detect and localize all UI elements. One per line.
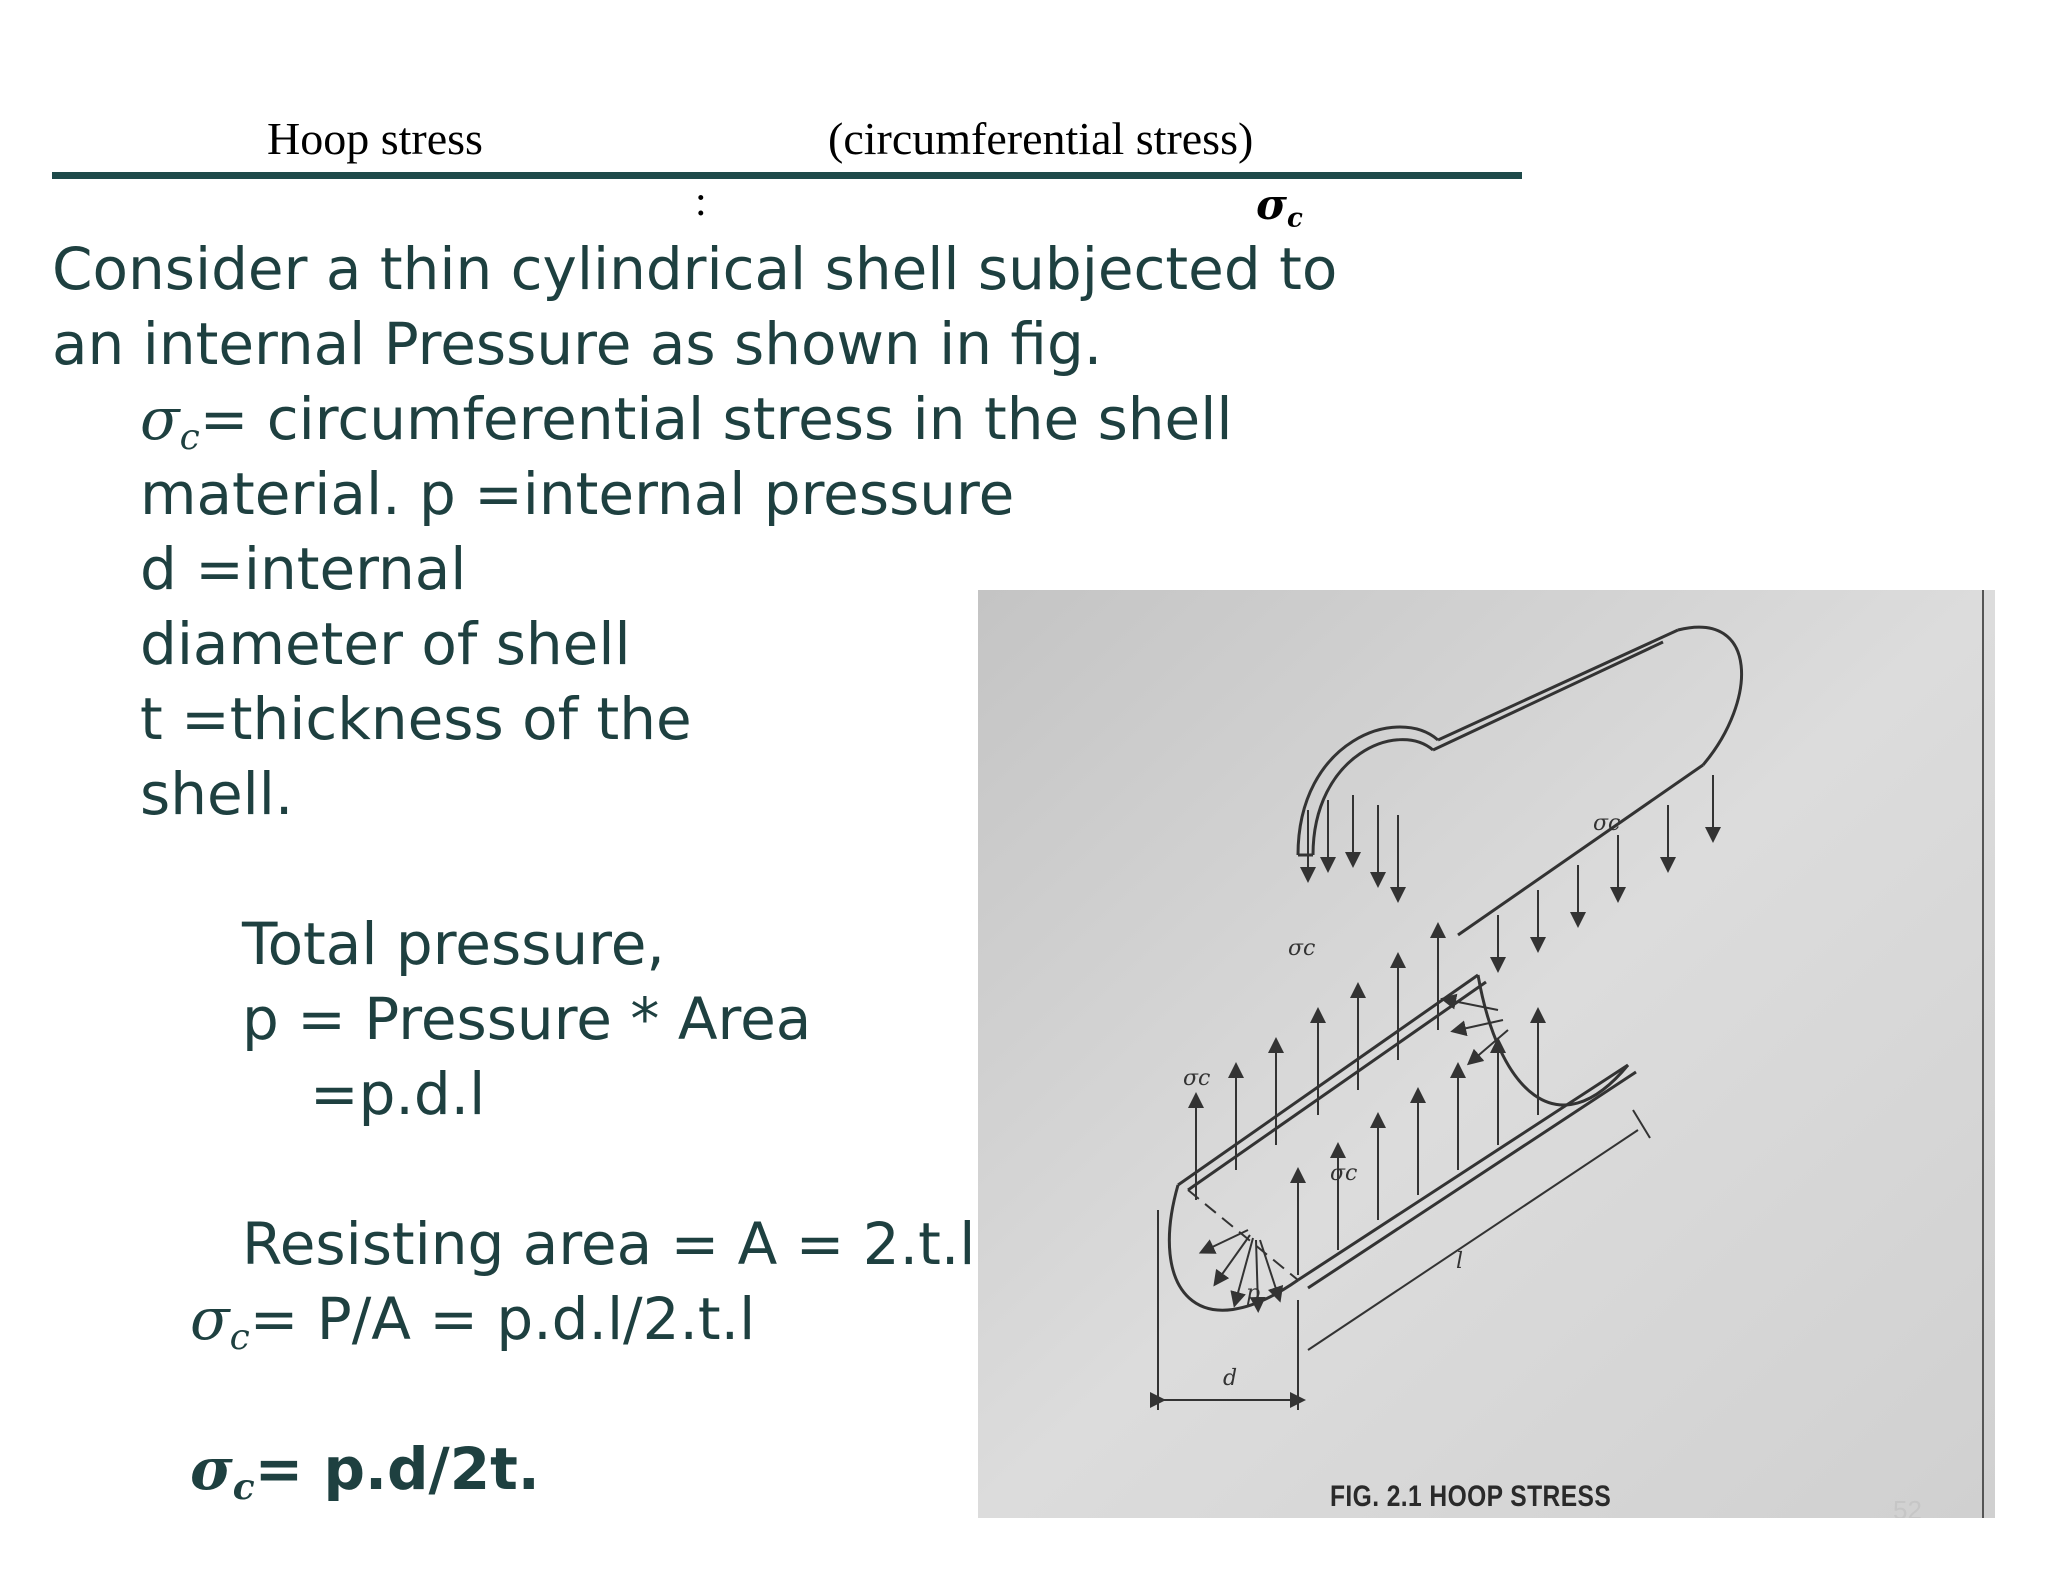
intro-line-1: Consider a thin cylindrical shell subjected to <box>52 235 1338 303</box>
final-glyph: σ <box>190 1435 233 1503</box>
label-sigma-c-top: σc <box>1593 811 1621 836</box>
sigma-sub: c <box>179 417 200 459</box>
figure-caption: FIG. 2.1 HOOP STRESS <box>1330 1480 1612 1513</box>
sigma-eq-sub: c <box>229 1317 250 1359</box>
header-colon: : <box>695 179 707 225</box>
total-pressure-label: Total pressure, <box>242 910 665 978</box>
definition-material: material. p =internal pressure <box>140 460 1015 528</box>
final-formula <box>190 1432 540 1525</box>
definition-t-2: shell. <box>140 760 294 828</box>
header-symbol-sub: c <box>1286 203 1303 234</box>
resisting-area: Resisting area = A = 2.t.l <box>242 1210 976 1278</box>
final-sub: c <box>232 1466 255 1509</box>
label-l: l <box>1456 1249 1464 1274</box>
sigma-eq-glyph: σ <box>190 1285 230 1353</box>
sigma-glyph: σ <box>140 385 180 453</box>
sigma-symbol <box>140 385 200 459</box>
final-formula-text: = p.d/2t. <box>254 1435 540 1503</box>
hoop-stress-figure <box>978 590 1995 1518</box>
header-rule <box>52 172 1522 179</box>
page-number: 52 <box>1893 1495 1922 1518</box>
figure-background <box>978 590 1995 1518</box>
definition-t-1: t =thickness of the <box>140 685 692 753</box>
definition-d-1: d =internal <box>140 535 467 603</box>
header-title: Hoop stress <box>267 113 483 164</box>
label-sigma-c-mid: σc <box>1288 936 1316 961</box>
label-p: p <box>1246 1281 1261 1306</box>
header-symbol-sigma: σ <box>1256 180 1287 229</box>
header-symbol <box>1256 180 1303 233</box>
pressure-equation-result: =p.d.l <box>310 1060 486 1128</box>
final-symbol <box>190 1435 255 1509</box>
hoop-stress-diagram <box>978 590 1995 1518</box>
sigma-equation-text: = P/A = p.d.l/2.t.l <box>249 1285 756 1353</box>
definition-sigma-text: = circumferential stress in the shell <box>199 385 1233 453</box>
sigma-equation <box>190 1282 755 1375</box>
definition-d-2: diameter of shell <box>140 610 631 678</box>
label-sigma-c-lower: σc <box>1330 1161 1358 1186</box>
header-subtitle: (circumferential stress) <box>828 113 1254 164</box>
intro-line-2: an internal Pressure as shown in fig. <box>52 310 1103 378</box>
sigma-eq-symbol <box>190 1285 250 1359</box>
label-sigma-c-left: σc <box>1183 1066 1211 1091</box>
pressure-equation: p = Pressure * Area <box>242 985 812 1053</box>
label-d: d <box>1223 1366 1238 1391</box>
